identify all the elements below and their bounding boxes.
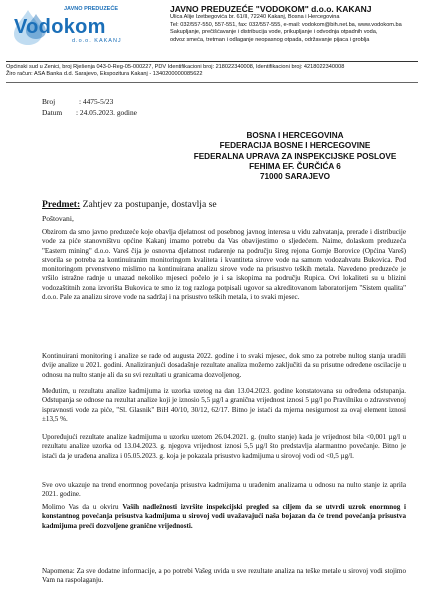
logo-wordmark: Vodokom <box>14 16 106 38</box>
paragraph-6-plain: Molimo Vas da u okviru <box>42 503 123 511</box>
registration-line-2: Žiro račun: ASA Banka d.d. Sarajevo, Ekspozitura Kakanj - 1340200000085622 <box>6 71 203 78</box>
company-info <box>170 4 420 44</box>
logo-bottom-text: d.o.o. KAKANJ <box>72 38 122 44</box>
document-number <box>42 97 113 106</box>
registration-info <box>6 64 418 79</box>
paragraph-2: Kontinuirani monitoring i analize se rade od augusta 2022. godine i to svaki mjesec, dok smo za potrebe nultog stanja uradili dvije analize u 2021. godini. Analiziranjući dosadašnje rezultate analiza možemo zaključiti da su prisutne određene oscilacije u odnosu na nulto stanje ali da su svi rezultati u granicama dozvoljenog. <box>42 352 406 379</box>
recipient-line-2: FEDERACIJA BOSNE I HERCEGOVINE <box>219 141 371 151</box>
paragraph-3: Međutim, u rezultatu analize kadmijuma iz uzorka uzetog na dan 13.04.2023. godine konstatovana su određena odstupanja. Odstupanja se odnose na rezultat analize koji je iznosio 5,5 µg/l a granična vrijednost iznosi 5 µg/l po Pravilniku o zdravstvenoj ispravnosti vode za piće, "Sl. Glasnik" BiH 40/10, 30/12, 62/17. Bitno je istaći da mjerna nesigurnost za ovaj element iznosi ±13,5 %. <box>42 387 406 423</box>
paragraph-5: Sve ovo ukazuje na trend enormnog povećanja prisustva kadmijuma u urađenim analizama u odnosu na nulto stanje iz aprila 2021. godine. <box>42 481 406 499</box>
logo-top-text: JAVNO PREDUZEĆE <box>64 6 118 12</box>
paragraph-1: Obzirom da smo javno preduzeće koje obavlja djelatnost od posebnog javnog interesa u vidu zahvatanja, prerade i distribucije vode za piće stanovništvu općine Kakanj imamo potrebu da Vas obavijestimo o sljedećem. Naime, dolaskom preduzeća "Eastern mining" d.o.o. Vareš čija je osnovna djelatnost rudarenje na području šireg rejona Gornje Borovice (Općina Vareš) stvorila se potreba za kontinuiranim monitoringom kvaliteta i kvantiteta sirove vode na samom vodozahvatu Bukovica. Pod monitoringom prvenstveno mislimo na kontinuirana analizu sirove vode na prisustvo teških metala. Navedeno preduzeće je vršilo istražne radnje u unazad nekoliko mjeseci počelo je i sa iskopima na području Rupica. Ovi lokaliteti su u blizini vodozaštitnih zona izvorišta Bukovica te smo iz tog razloga potpisali ugovor sa akreditovanom laboratorijem "Sistem qualita" d.o.o. Pale za analizu sirove vode na sadržaj i na prisustvo teških metala, i to svaki mjesec. <box>42 228 406 302</box>
paragraph-7: Napomena: Za sve dodatne informacije, a po potrebi Vašeg uvida u sve rezultate analiza na teške metale u sirovoj vodi stojimo Vam na raspolaganju. <box>42 567 406 585</box>
document-date-value: : 24.05.2023. godine <box>75 108 137 117</box>
recipient-address <box>190 131 400 182</box>
document-number-label: Broj <box>42 97 56 106</box>
document-number-value: : 4475-5/23 <box>79 97 114 106</box>
subject-label: Predmet: <box>42 199 81 210</box>
company-address: Ulica Alije Izetbegovića br. 61/II, 72240 Kakanj, Bosna i Hercegovina <box>170 14 340 20</box>
document-date <box>42 108 137 117</box>
greeting: Poštovani, <box>42 214 74 223</box>
subject-line <box>42 199 217 210</box>
recipient-line-4: FEHIMA EF. ČURČIĆA 6 <box>249 161 341 171</box>
paragraph-6-bold: Vaših nadležnosti izvršite inspekcijski pregled sa ciljem da se utvrdi uzrok enormnog i konstantnog povećanja prisustva kadmijuma u sirovoj vodi uvažavajući naša bojazan da će trend povećanja prisustva kadmijuma preći dozvoljene granične vrijednosti. <box>42 503 406 530</box>
header-divider <box>6 61 418 62</box>
company-contacts: Tel: 032/557-550, 557-551, fax: 032/557-555, e-mail: vodokom@bih.net.ba, www.vodokom.ba <box>170 21 402 28</box>
registration-line-1: Općinski sud u Zenici, broj Rješenja 043-0-Reg-05-000227, PDV Identifikacioni broj: 218022340008, Identifikacioni broj: 4218022340008 <box>6 64 345 70</box>
recipient-line-3: FEDERALNA UPRAVA ZA INSPEKCIJSKE POSLOVE <box>193 151 397 161</box>
company-name: JAVNO PREDUZEĆE "VODOKOM" d.o.o. KAKANJ <box>170 4 372 14</box>
company-logo <box>6 6 156 46</box>
company-activity-1: Sakupljanje, prečišćavanje i distribucija vode, prikupljanje i odvodnja otpadnih voda, <box>170 29 378 36</box>
registration-divider <box>6 82 418 83</box>
document-date-label: Datum <box>42 108 63 117</box>
subject-text: Zahtjev za postupanje, dostavlja se <box>80 199 217 210</box>
recipient-line-5: 71000 SARAJEVO <box>259 172 331 182</box>
paragraph-4: Upoređujući rezultate analize kadmijuma u uzorku uzetom 26.04.2021. g. (nulto stanje) kada je vrijednost bila <0,001 µg/l u rezultatu analize uzorka od 13.04.2023. g. njegova vrijednost iznosi 5,5 µg/l što predstavlja alarmantno povećanje. Bitno je istaći da je urađena analiza i 05.05.2023. g. koja je pokazala prisustvo kadmijuma u sirovoj vodi od <0,5 µg/l. <box>42 433 406 460</box>
paragraph-6 <box>42 503 406 531</box>
company-activity-2: odvoz smeća, tretman i odlaganje neopasnog otpada, održavanje pijaca i groblja <box>170 36 370 43</box>
recipient-line-1: BOSNA I HERCEGOVINA <box>246 131 344 140</box>
